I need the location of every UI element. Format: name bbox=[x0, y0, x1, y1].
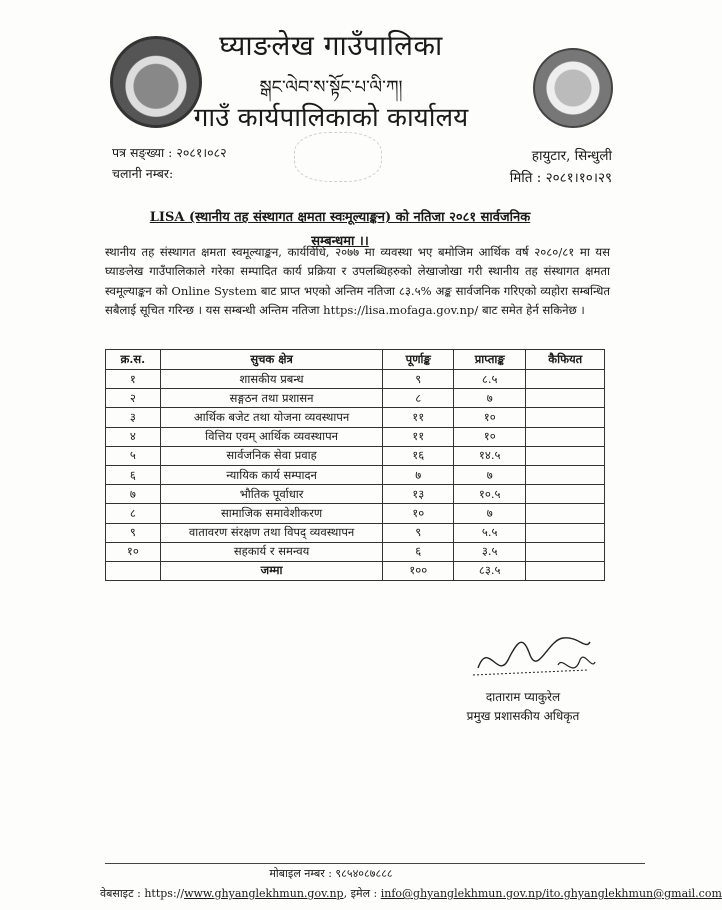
cell-obtained: ५.५ bbox=[453, 523, 526, 542]
cell-remarks bbox=[526, 504, 605, 523]
table-row bbox=[106, 465, 605, 484]
cell-remarks bbox=[526, 389, 605, 408]
header-full-marks: पूर्णाङ्क bbox=[383, 350, 453, 370]
cell-obtained: १०.५ bbox=[453, 485, 526, 504]
table-row bbox=[106, 485, 605, 504]
letter-date: मिति : २०८१।१०।२९ bbox=[509, 170, 612, 186]
footer-divider bbox=[105, 863, 645, 864]
cell-full: ६ bbox=[383, 542, 453, 561]
total-remarks bbox=[526, 561, 605, 580]
cell-indicator: न्यायिक कार्य सम्पादन bbox=[160, 465, 383, 484]
cell-sn: ५ bbox=[106, 446, 161, 465]
cell-indicator: भौतिक पूर्वाधार bbox=[160, 485, 383, 504]
cell-obtained: ७ bbox=[453, 504, 526, 523]
location: हायुटार, सिन्धुली bbox=[531, 148, 612, 164]
table-row bbox=[106, 389, 605, 408]
cell-indicator: शासकीय प्रबन्ध bbox=[160, 370, 383, 389]
cell-full: १३ bbox=[383, 485, 453, 504]
cell-full: ९ bbox=[383, 370, 453, 389]
cell-remarks bbox=[526, 446, 605, 465]
cell-full: १६ bbox=[383, 446, 453, 465]
office-stamp bbox=[294, 132, 382, 182]
cell-indicator: सहकार्य र समन्वय bbox=[160, 542, 383, 561]
cell-indicator: आर्थिक बजेट तथा योजना व्यवस्थापन bbox=[160, 408, 383, 427]
header-sn: क्र.स. bbox=[106, 350, 161, 370]
cell-remarks bbox=[526, 523, 605, 542]
cell-sn: ६ bbox=[106, 465, 161, 484]
email-link[interactable]: info@ghyanglekhmun.gov.np/ito.ghyanglekhmun@gmail.com bbox=[380, 887, 722, 900]
header-obtained: प्राप्ताङ्क bbox=[453, 350, 526, 370]
cell-obtained: ७ bbox=[453, 465, 526, 484]
footer-mobile: मोबाइल नम्बर : ९८५४०८७८८८ bbox=[269, 867, 393, 880]
email-prefix: , इमेल : bbox=[343, 887, 381, 900]
cell-indicator: वातावरण संरक्षण तथा विपद् व्यवस्थापन bbox=[160, 523, 383, 542]
total-full: १०० bbox=[383, 561, 453, 580]
cell-remarks bbox=[526, 408, 605, 427]
cell-full: ११ bbox=[383, 427, 453, 446]
municipality-title: घ्याङलेख गाउँपालिका bbox=[219, 29, 443, 62]
office-title: गाउँ कार्यपालिकाको कार्यालय bbox=[193, 103, 469, 133]
cell-obtained: ७ bbox=[453, 389, 526, 408]
results-table bbox=[105, 349, 605, 581]
signatory-name: दाताराम प्याकुरेल bbox=[485, 690, 561, 704]
cell-indicator: सङ्गठन तथा प्रशासन bbox=[160, 389, 383, 408]
table-header-row bbox=[106, 350, 605, 370]
table-row bbox=[106, 504, 605, 523]
cell-indicator: सामाजिक समावेशीकरण bbox=[160, 504, 383, 523]
subject-line-1: LISA (स्थानीय तह संस्थागत क्षमता स्वःमूल्याङ्कन) को नतिजा २०८१ सार्वजनिक bbox=[149, 210, 531, 225]
website-prefix: वेबसाइट : https:// bbox=[100, 887, 185, 900]
cell-full: ९ bbox=[383, 523, 453, 542]
cell-full: १० bbox=[383, 504, 453, 523]
cell-obtained: ८.५ bbox=[453, 370, 526, 389]
cell-sn: ४ bbox=[106, 427, 161, 446]
cell-remarks bbox=[526, 465, 605, 484]
cell-sn: १ bbox=[106, 370, 161, 389]
cell-indicator: सार्वजनिक सेवा प्रवाह bbox=[160, 446, 383, 465]
cell-sn: २ bbox=[106, 389, 161, 408]
website-link[interactable]: www.ghyanglekhmun.gov.np bbox=[184, 887, 344, 900]
table-row bbox=[106, 408, 605, 427]
signature bbox=[468, 620, 598, 690]
cell-remarks bbox=[526, 542, 605, 561]
table-row bbox=[106, 427, 605, 446]
cell-remarks bbox=[526, 370, 605, 389]
body-paragraph: स्थानीय तह संस्थागत क्षमता स्वमूल्याङ्कन, कार्यविधि, २०७७ मा व्यवस्था भए बमोजिम आर्थिक वर्ष २०८०/८१ मा यस घ्याङलेख गाउँपालिकाले गरेका सम्पादित कार्य प्रक्रिया र उपलब्धिहरुको लेखाजोखा गरी स्थानीय तह संस्थागत क्षमता स्वमूल्याङ्कन को Online System बाट प्राप्त भएको अन्तिम नतिजा ८३.५% अङ्क सार्वजनिक गरिएको व्यहोरा सम्बन्धित सबैलाई सूचित गरिन्छ । यस सम्बन्धी अन्तिम नतिजा https://lisa.mofaga.gov.np/ बाट समेत हेर्न सकिनेछ । bbox=[105, 245, 610, 318]
total-obtained: ८३.५ bbox=[453, 561, 526, 580]
cell-sn: १० bbox=[106, 542, 161, 561]
table-total-row bbox=[106, 561, 605, 580]
cell-remarks bbox=[526, 485, 605, 504]
cell-full: ८ bbox=[383, 389, 453, 408]
subject-line-2: सम्बन्धमा ।। bbox=[311, 234, 369, 249]
tibetan-title: སྒང་ལེབ་ས་སྟོང་པ་ལི་ཀ། bbox=[259, 77, 403, 98]
table-row bbox=[106, 446, 605, 465]
cell-obtained: ३.५ bbox=[453, 542, 526, 561]
cell-full: ७ bbox=[383, 465, 453, 484]
reference-number: पत्र सङ्ख्या : २०८१।०८२ bbox=[112, 145, 227, 160]
cell-remarks bbox=[526, 427, 605, 446]
cell-indicator: वित्तिय एवम् आर्थिक व्यवस्थापन bbox=[160, 427, 383, 446]
cell-full: ११ bbox=[383, 408, 453, 427]
total-label: जम्मा bbox=[160, 561, 383, 580]
footer-contact bbox=[100, 886, 722, 901]
header-indicator: सुचक क्षेत्र bbox=[160, 350, 383, 370]
cell-sn: ९ bbox=[106, 523, 161, 542]
table-row bbox=[106, 542, 605, 561]
cell-obtained: १० bbox=[453, 427, 526, 446]
header-remarks: कैफियत bbox=[526, 350, 605, 370]
cell-sn: ७ bbox=[106, 485, 161, 504]
table-row bbox=[106, 523, 605, 542]
cell-sn: ३ bbox=[106, 408, 161, 427]
cell-obtained: १० bbox=[453, 408, 526, 427]
dispatch-number: चलानी नम्बर: bbox=[112, 166, 174, 181]
table-row bbox=[106, 370, 605, 389]
cell-obtained: १४.५ bbox=[453, 446, 526, 465]
cell-sn: ८ bbox=[106, 504, 161, 523]
signatory-role: प्रमुख प्रशासकीय अधिकृत bbox=[466, 709, 580, 723]
